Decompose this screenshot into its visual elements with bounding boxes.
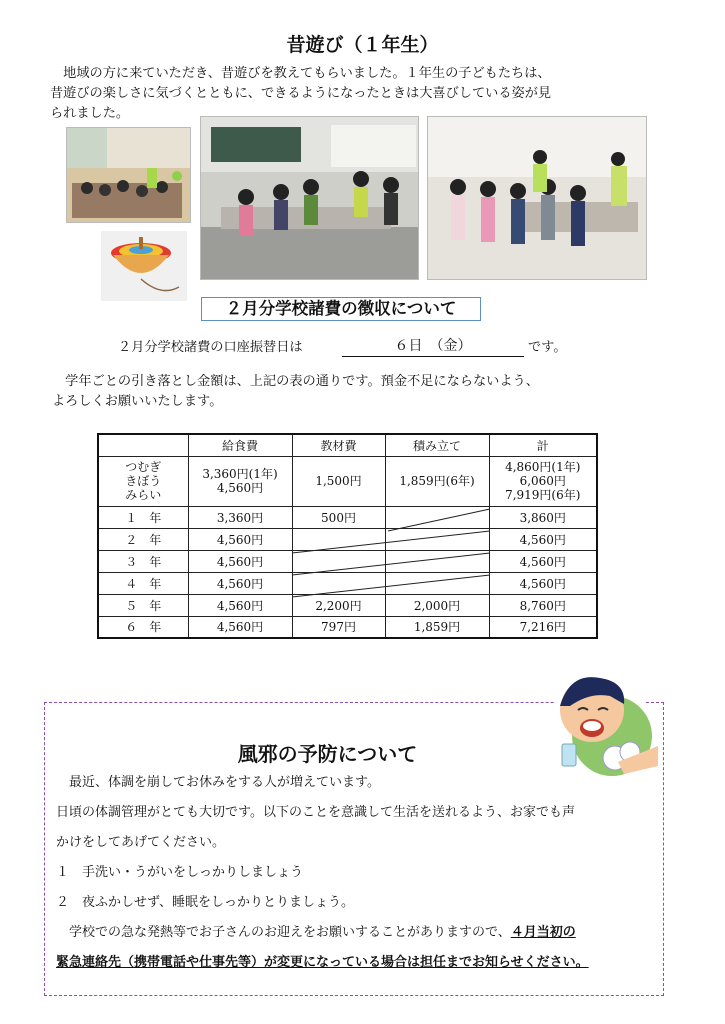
fee-note-paragraph	[52, 372, 692, 412]
body-line: かけをしてあげてください。	[56, 835, 226, 850]
class-name: きぼう	[125, 474, 162, 488]
lunch-cell	[188, 456, 292, 506]
materials-cell: 797円	[292, 616, 385, 638]
body-line: 最近、体調を崩してお休みをする人が増えています。	[56, 775, 380, 790]
class-name: みらい	[125, 488, 162, 502]
list-item-sleep: ２ 夜ふかしせず、睡眠をしっかりとりましょう。	[56, 895, 354, 910]
savings-cell-empty	[385, 528, 489, 550]
total-value: 7,919円(6年)	[505, 488, 581, 502]
total-cell: 4,560円	[489, 528, 597, 550]
fee-table	[97, 433, 598, 639]
paragraph-line: られました。	[50, 106, 130, 121]
spinning-top-icon	[101, 231, 187, 301]
total-cell: 8,760円	[489, 594, 597, 616]
grade-cell: ４ 年	[98, 572, 188, 594]
lunch-value: 4,560円	[216, 481, 264, 495]
savings-cell-empty	[385, 572, 489, 594]
class-names-cell	[98, 456, 188, 506]
header-cell: 計	[489, 434, 597, 456]
table-row	[98, 572, 597, 594]
photo-children-playing	[427, 116, 647, 280]
paragraph-line: 地域の方に来ていただき、昔遊びを教えてもらいました。１年生の子どもたちは、	[50, 66, 551, 81]
paragraph-line: 昔遊びの楽しさに気づくとともに、できるようになったときは大喜びしている姿が見	[50, 86, 552, 101]
total-cell: 4,560円	[489, 550, 597, 572]
savings-cell: 2,000円	[385, 594, 489, 616]
materials-cell-empty	[292, 528, 385, 550]
intro-paragraph	[50, 64, 690, 124]
table-header-row	[98, 434, 597, 456]
table-row	[98, 616, 597, 638]
cold-prevention-body	[56, 772, 661, 982]
total-cell: 7,216円	[489, 616, 597, 638]
savings-cell: 1,859円(6年)	[385, 456, 489, 506]
header-cell	[98, 434, 188, 456]
cold-prevention-title: 風邪の予防について	[237, 742, 418, 766]
paragraph-line: よろしくお願いいたします。	[52, 394, 223, 409]
total-value: 4,860円(1年)	[505, 460, 581, 474]
debit-date-value: ６日 （金）	[342, 336, 524, 357]
grade-cell: ６ 年	[98, 616, 188, 638]
savings-cell-empty	[385, 506, 489, 528]
table-row	[98, 550, 597, 572]
total-cell	[489, 456, 597, 506]
grade-cell: １ 年	[98, 506, 188, 528]
materials-cell-empty	[292, 550, 385, 572]
materials-cell-empty	[292, 572, 385, 594]
lunch-cell: 4,560円	[188, 572, 292, 594]
debit-date-prefix: ２月分学校諸費の口座振替日は	[118, 340, 303, 355]
header-cell: 給食費	[188, 434, 292, 456]
materials-cell: 1,500円	[292, 456, 385, 506]
lunch-value: 3,360円(1年)	[202, 467, 278, 481]
paragraph-line: 学年ごとの引き落とし金額は、上記の表の通りです。預金不足にならないよう、	[52, 374, 539, 389]
table-row	[98, 594, 597, 616]
table-row-special-classes	[98, 456, 597, 506]
savings-cell-empty	[385, 550, 489, 572]
list-item-handwashing: １ 手洗い・うがいをしっかりしましょう	[56, 865, 304, 880]
materials-cell: 500円	[292, 506, 385, 528]
total-cell: 4,560円	[489, 572, 597, 594]
boy-gargling-icon	[540, 666, 660, 786]
school-fees-title: ２月分学校諸費の徴収について	[201, 297, 481, 321]
body-line: 日頃の体調管理がとても大切です。以下のことを意識して生活を送れるよう、お家でも声	[56, 805, 575, 820]
photo-gym-activity	[66, 127, 191, 223]
emphasis-text: ４月当初の	[510, 925, 576, 940]
photo-classroom-activity	[200, 116, 419, 280]
grade-cell: ５ 年	[98, 594, 188, 616]
savings-cell: 1,859円	[385, 616, 489, 638]
table-row	[98, 528, 597, 550]
lunch-cell: 4,560円	[188, 616, 292, 638]
body-line	[56, 922, 661, 952]
fee-table-container	[97, 433, 598, 639]
emergency-contact-notice: 緊急連絡先（携帯電話や仕事先等）が変更になっている場合は担任までお知らせください。	[56, 955, 589, 970]
lunch-cell: 4,560円	[188, 550, 292, 572]
grade-cell: ２ 年	[98, 528, 188, 550]
lunch-cell: 4,560円	[188, 528, 292, 550]
grade-cell: ３ 年	[98, 550, 188, 572]
debit-date-suffix: です。	[528, 340, 567, 355]
class-name: つむぎ	[125, 460, 162, 474]
lunch-cell: 4,560円	[188, 594, 292, 616]
section-title-mukashi-asobi: 昔遊び（１年生）	[286, 34, 439, 56]
total-cell: 3,860円	[489, 506, 597, 528]
table-row	[98, 506, 597, 528]
pickup-notice-text: 学校での急な発熱等でお子さんのお迎えをお願いすることがありますので、	[56, 925, 511, 940]
lunch-cell: 3,360円	[188, 506, 292, 528]
materials-cell: 2,200円	[292, 594, 385, 616]
header-cell: 積み立て	[385, 434, 489, 456]
total-value: 6,060円	[519, 474, 566, 488]
header-cell: 教材費	[292, 434, 385, 456]
